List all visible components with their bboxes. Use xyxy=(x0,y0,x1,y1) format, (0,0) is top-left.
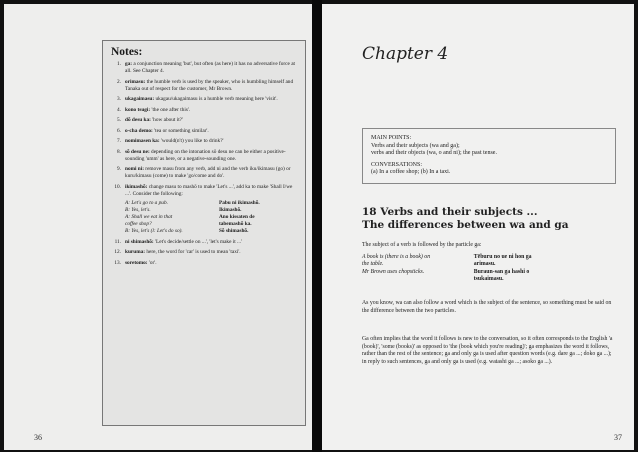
note-number: 13. xyxy=(114,259,121,266)
section-heading-line-2: The differences between wa and ga xyxy=(362,219,569,231)
note-number: 2. xyxy=(117,78,121,85)
example-english: coffee shop? xyxy=(125,221,152,228)
note-number: 11. xyxy=(114,238,121,245)
section-heading xyxy=(362,206,622,232)
note-body xyxy=(125,249,299,256)
page-number-left: 36 xyxy=(34,433,42,442)
notes-title: Notes: xyxy=(111,46,143,58)
example-english xyxy=(362,276,474,283)
example-japanese: arimasu. xyxy=(473,261,496,268)
example-row xyxy=(362,269,616,276)
note-text: change masu to mashō to make 'Let's ...', add ka to make 'Shall I/we ...'. Consider the following: xyxy=(125,183,293,197)
note-number: 8. xyxy=(117,148,121,155)
note-text: 'how about it?' xyxy=(150,117,183,124)
note-term: ukagaimasu: xyxy=(125,96,155,103)
example-english: A: Shall we eat in that xyxy=(125,214,173,221)
note-term: ni shimashō: xyxy=(125,238,154,245)
note-text: 'tea or something similar'. xyxy=(152,127,209,134)
note-item xyxy=(107,166,299,180)
note-number: 7. xyxy=(117,138,121,145)
note-text: the humble verb is used by the speaker, who is humbling himself and Tanaka out of respect for the customer, Mr Brown. xyxy=(125,78,294,92)
main-points-line-1: Verbs and their subjects (wa and ga); xyxy=(371,142,460,149)
note-item xyxy=(107,117,299,124)
example-japanese: tabemashō ka. xyxy=(218,221,252,228)
conversations-label: CONVERSATIONS: xyxy=(371,161,423,168)
note-text: remove masu from any verb, add ni and the verb iku/ikimasu (go) or kuru/kimasu (come) to make 'go/come and do'. xyxy=(125,166,291,180)
example-table xyxy=(125,200,299,235)
example-japanese: tsukaimasu. xyxy=(473,276,504,283)
notes-list xyxy=(103,61,305,267)
note-term: orimasu: xyxy=(125,78,146,85)
note-term: nomimasen ka: xyxy=(125,138,160,145)
note-item xyxy=(107,96,299,103)
note-item xyxy=(107,128,299,135)
example-row xyxy=(362,276,616,283)
note-body xyxy=(125,128,299,135)
note-term: kono tsugi: xyxy=(125,106,151,113)
paragraph-2: Ga often implies that the word it follows is new to the conversation, so it often corresponds to the English 'a (book)', 'some (books)' as opposed to 'the (book which you're reading)'; ga emphasizes the word it follows, rather than the rest of the sentence; ga and only ga is used after question words (e.g. dare ga ...; doko ga ...); in reply to such sentences, ga and only ga is used (e.g. watashi ga ...; asoko ga ...). xyxy=(362,336,613,365)
book-spine xyxy=(312,0,322,452)
example-row xyxy=(125,228,299,235)
note-item xyxy=(107,249,299,256)
example-english: B: Yes, let's (l: Let's do so). xyxy=(125,228,183,235)
note-term: nomi ni: xyxy=(125,166,144,173)
page-number-right: 37 xyxy=(614,433,622,442)
example-japanese: Pabu ni ikimashō. xyxy=(218,199,260,206)
example-japanese: Ikimashō. xyxy=(218,207,242,214)
example-row xyxy=(125,207,299,214)
note-term: ga: xyxy=(125,61,133,67)
example-english: the table. xyxy=(362,261,384,268)
note-number: 3. xyxy=(117,96,121,103)
main-points-line-2: verbs and their objects (wa, o and ni); the past tense. xyxy=(371,150,497,157)
example-english: A book is (there is a book) on xyxy=(362,254,431,260)
examples-table xyxy=(362,254,616,284)
note-item xyxy=(107,79,299,93)
note-text: 'the one after this'. xyxy=(150,106,191,113)
note-term: sō desu ne: xyxy=(125,148,150,155)
note-item xyxy=(107,138,299,145)
note-number: 6. xyxy=(117,127,121,134)
note-text: depending on the intonation sō desu ne can be either a positive-sounding 'umm' as here, or a negative-sounding one. xyxy=(125,148,286,162)
note-text: ukagau/ukagaimasu is a humble verb meaning here 'visit'. xyxy=(154,96,278,103)
example-english: B: Yes, let's. xyxy=(125,207,151,214)
note-term: dō desu ka: xyxy=(125,117,151,124)
example-japanese: Tēburu no ue ni hon ga xyxy=(473,254,532,260)
note-body xyxy=(125,184,299,236)
note-number: 9. xyxy=(117,166,121,173)
note-term: ikimashō: xyxy=(125,183,148,190)
example-row xyxy=(362,261,616,268)
note-item xyxy=(107,61,299,75)
chapter-title: Chapter 4 xyxy=(362,44,449,64)
section-heading-line-1: 18 Verbs and their subjects ... xyxy=(362,206,538,218)
note-number: 12. xyxy=(114,249,121,256)
note-term: kuruma: xyxy=(125,249,146,256)
note-body xyxy=(125,239,299,246)
note-number: 1. xyxy=(117,61,121,67)
example-row xyxy=(362,254,616,261)
notes-box xyxy=(102,40,306,426)
intro-text: The subject of a verb is followed by the particle ga: xyxy=(362,242,482,248)
note-term: o-cha demo: xyxy=(125,127,153,134)
note-text: 'Let's decide/settle on ...', 'let's make it ...' xyxy=(153,238,242,245)
right-page xyxy=(322,4,634,450)
example-row xyxy=(125,200,299,207)
example-japanese: Sō shimashō. xyxy=(218,228,249,235)
note-body xyxy=(125,138,299,145)
note-item xyxy=(107,184,299,236)
note-text: a conjunction meaning 'but', but often (as here) it has no adversative force at all. See Chapter 4. xyxy=(125,61,296,75)
note-text: 'would(n't) you like to drink?' xyxy=(159,138,224,145)
example-japanese: Ano kissaten de xyxy=(218,214,255,221)
example-english: Mr Brown uses chopsticks. xyxy=(362,268,425,275)
example-japanese: Buraun-san ga hashi o xyxy=(473,268,530,275)
note-number: 4. xyxy=(117,106,121,113)
note-text: here, the word for 'car' is used to mean 'taxi'. xyxy=(145,249,241,256)
note-number: 10. xyxy=(114,183,121,190)
note-term: soretomo: xyxy=(125,259,148,266)
paragraph-1: As you know, wa can also follow a word which is the subject of the sentence, so something must be said on the difference between the two particles. xyxy=(362,300,612,314)
note-item xyxy=(107,149,299,163)
example-english: A: Let's go to a pub. xyxy=(125,199,168,206)
left-page xyxy=(4,4,312,450)
note-body xyxy=(125,149,299,163)
note-body xyxy=(125,260,299,267)
note-text: 'or'. xyxy=(147,259,157,266)
note-item xyxy=(107,260,299,267)
note-body xyxy=(125,61,299,75)
note-item xyxy=(107,239,299,246)
note-number: 5. xyxy=(117,117,121,124)
main-points-label: MAIN POINTS: xyxy=(371,135,412,141)
note-body xyxy=(125,79,299,93)
note-item xyxy=(107,107,299,114)
note-body xyxy=(125,107,299,114)
note-body xyxy=(125,117,299,124)
conversations-text: (a) In a coffee shop; (b) In a taxi. xyxy=(371,169,451,176)
note-body xyxy=(125,166,299,180)
main-points-box xyxy=(362,128,616,184)
note-body xyxy=(125,96,299,103)
